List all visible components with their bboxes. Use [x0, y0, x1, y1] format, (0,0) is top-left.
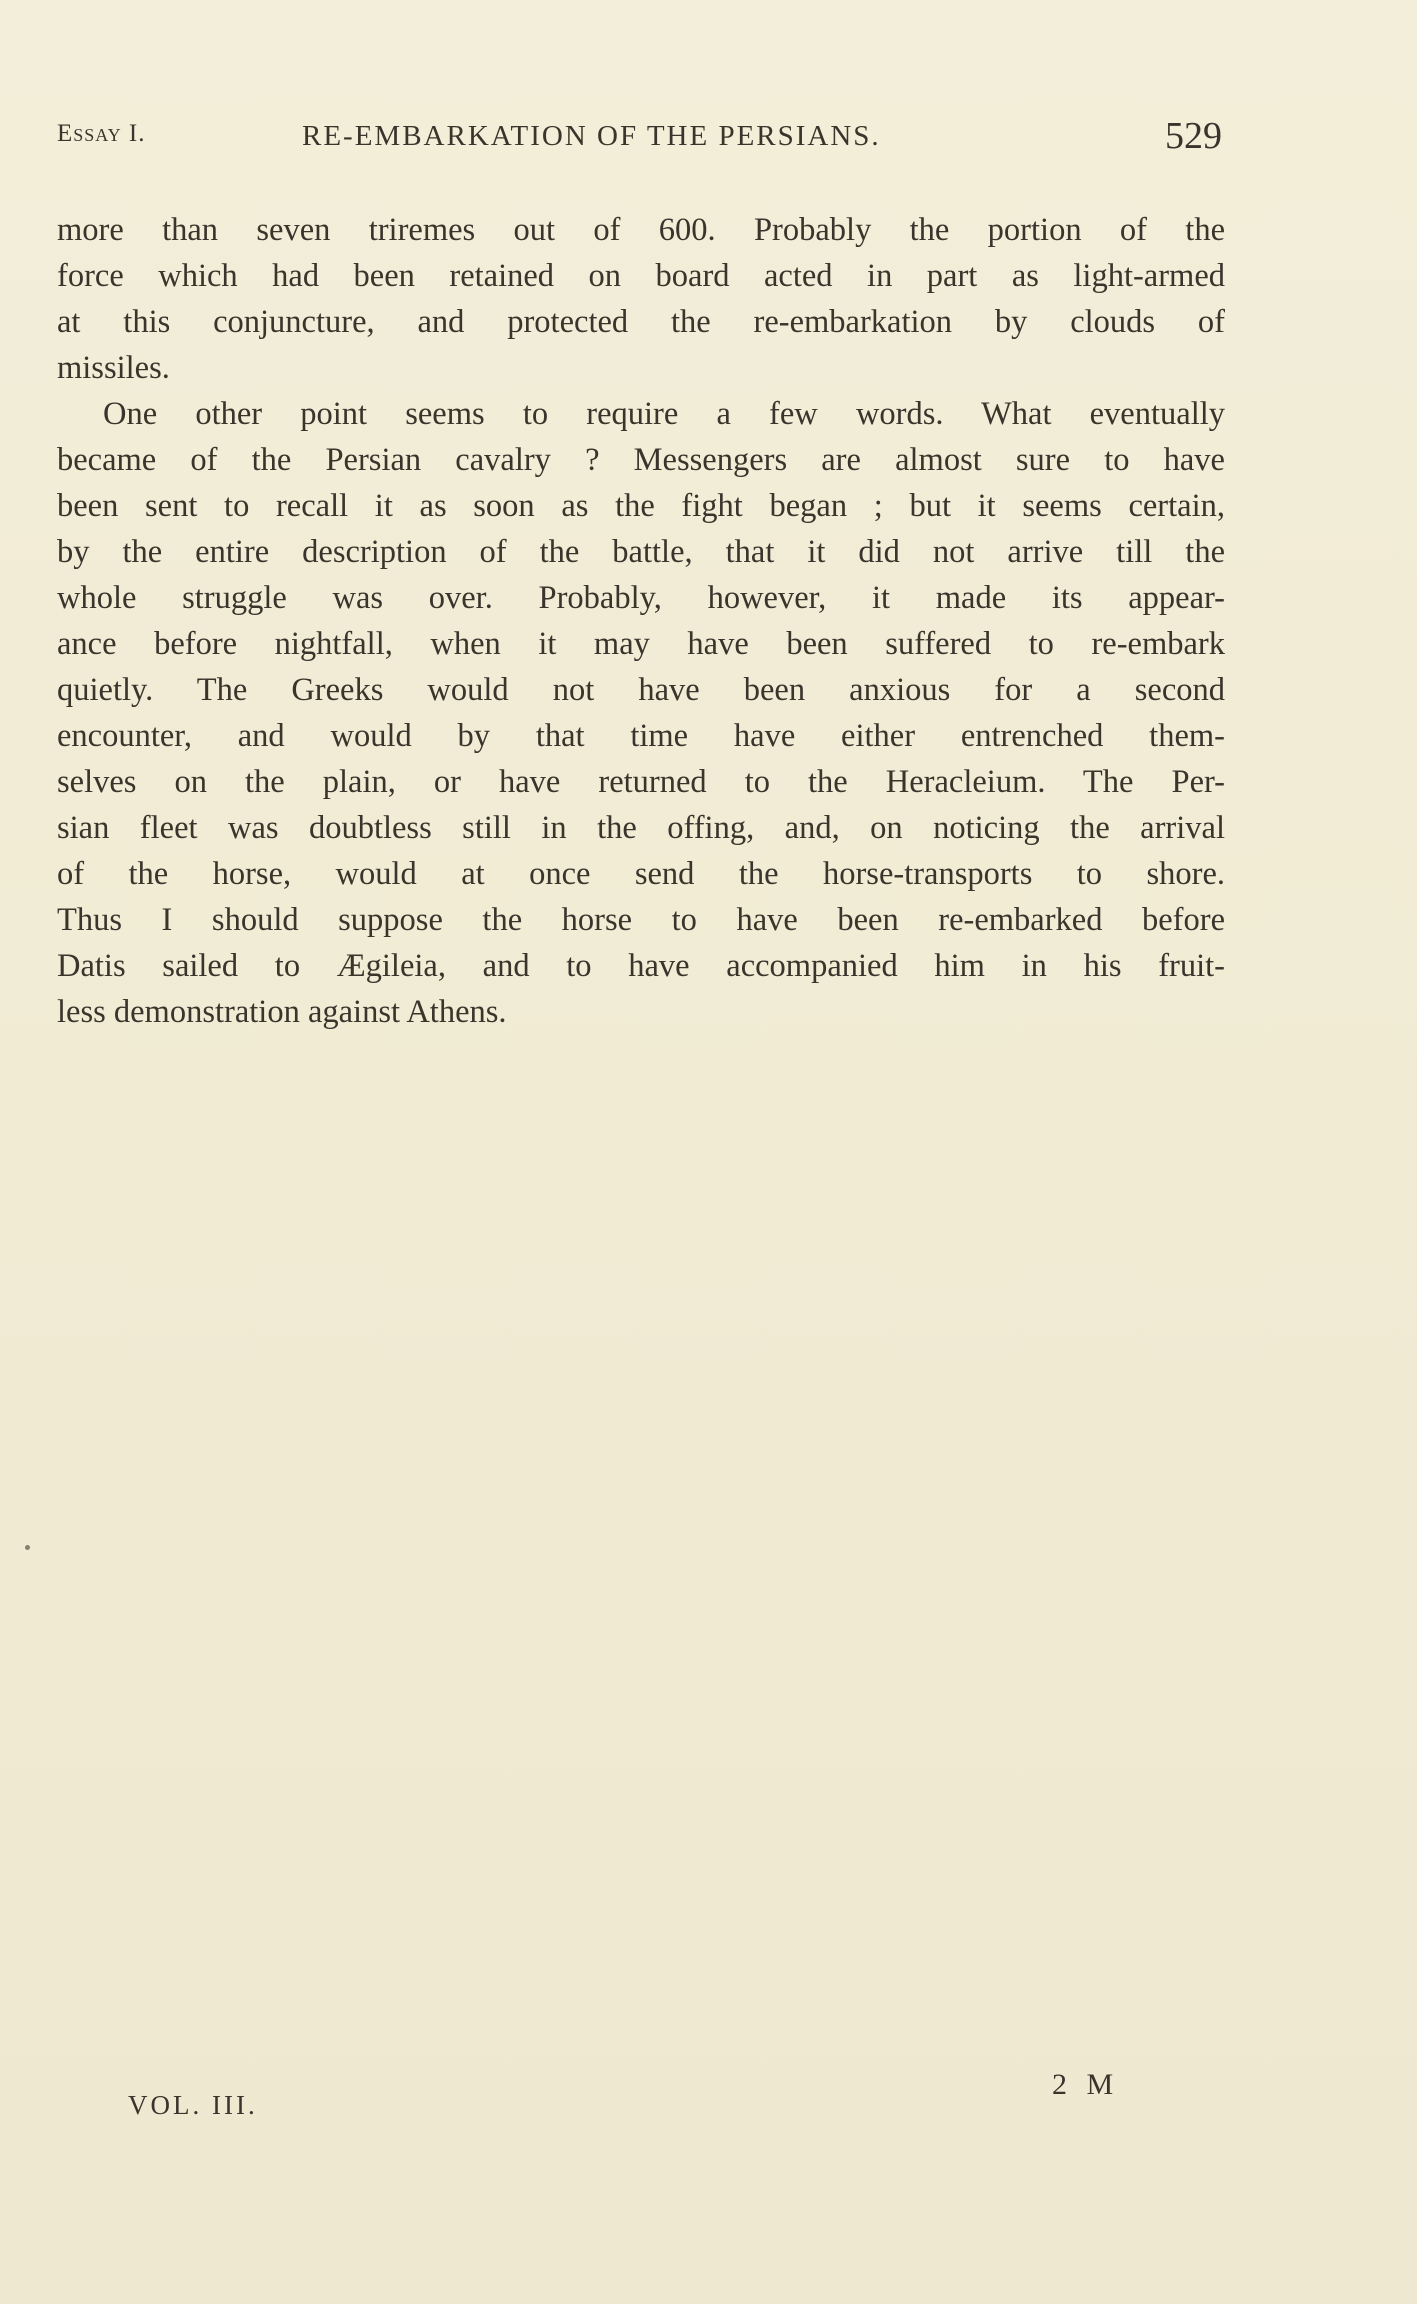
text-line: whole struggle was over. Probably, however, it made its appear- — [57, 580, 1225, 616]
page-number: 529 — [1165, 115, 1222, 157]
text-line: became of the Persian cavalry ? Messengers are almost sure to have — [57, 442, 1225, 478]
text-line: more than seven triremes out of 600. Probably the portion of the — [57, 212, 1225, 248]
text-line: selves on the plain, or have returned to the Heracleium. The Per- — [57, 764, 1225, 800]
text-line: at this conjuncture, and protected the re-embarkation by clouds of — [57, 304, 1225, 340]
running-head — [57, 115, 1222, 168]
paper-speck — [25, 1545, 30, 1550]
text-line: of the horse, would at once send the horse-transports to shore. — [57, 856, 1225, 892]
text-line: quietly. The Greeks would not have been anxious for a second — [57, 672, 1225, 708]
text-line: One other point seems to require a few words. What eventually — [103, 396, 1225, 432]
text-line: Thus I should suppose the horse to have been re-embarked before — [57, 902, 1225, 938]
signature-mark: 2 M — [1052, 2068, 1120, 2101]
text-line: missiles. — [57, 350, 170, 386]
text-line: force which had been retained on board acted in part as light-armed — [57, 258, 1225, 294]
volume-mark: VOL. III. — [128, 2090, 258, 2120]
chapter-title: RE-EMBARKATION OF THE PERSIANS. — [302, 120, 881, 152]
essay-label: Essay I. — [57, 120, 146, 147]
body-text — [57, 207, 1225, 1035]
text-line: been sent to recall it as soon as the fight began ; but it seems certain, — [57, 488, 1225, 524]
text-line: Datis sailed to Ægileia, and to have accompanied him in his fruit- — [57, 948, 1225, 984]
text-line: ance before nightfall, when it may have been suffered to re-embark — [57, 626, 1225, 662]
text-line: by the entire description of the battle, that it did not arrive till the — [57, 534, 1225, 570]
text-line: less demonstration against Athens. — [57, 994, 507, 1030]
text-line: sian fleet was doubtless still in the offing, and, on noticing the arrival — [57, 810, 1225, 846]
text-line: encounter, and would by that time have either entrenched them- — [57, 718, 1225, 754]
